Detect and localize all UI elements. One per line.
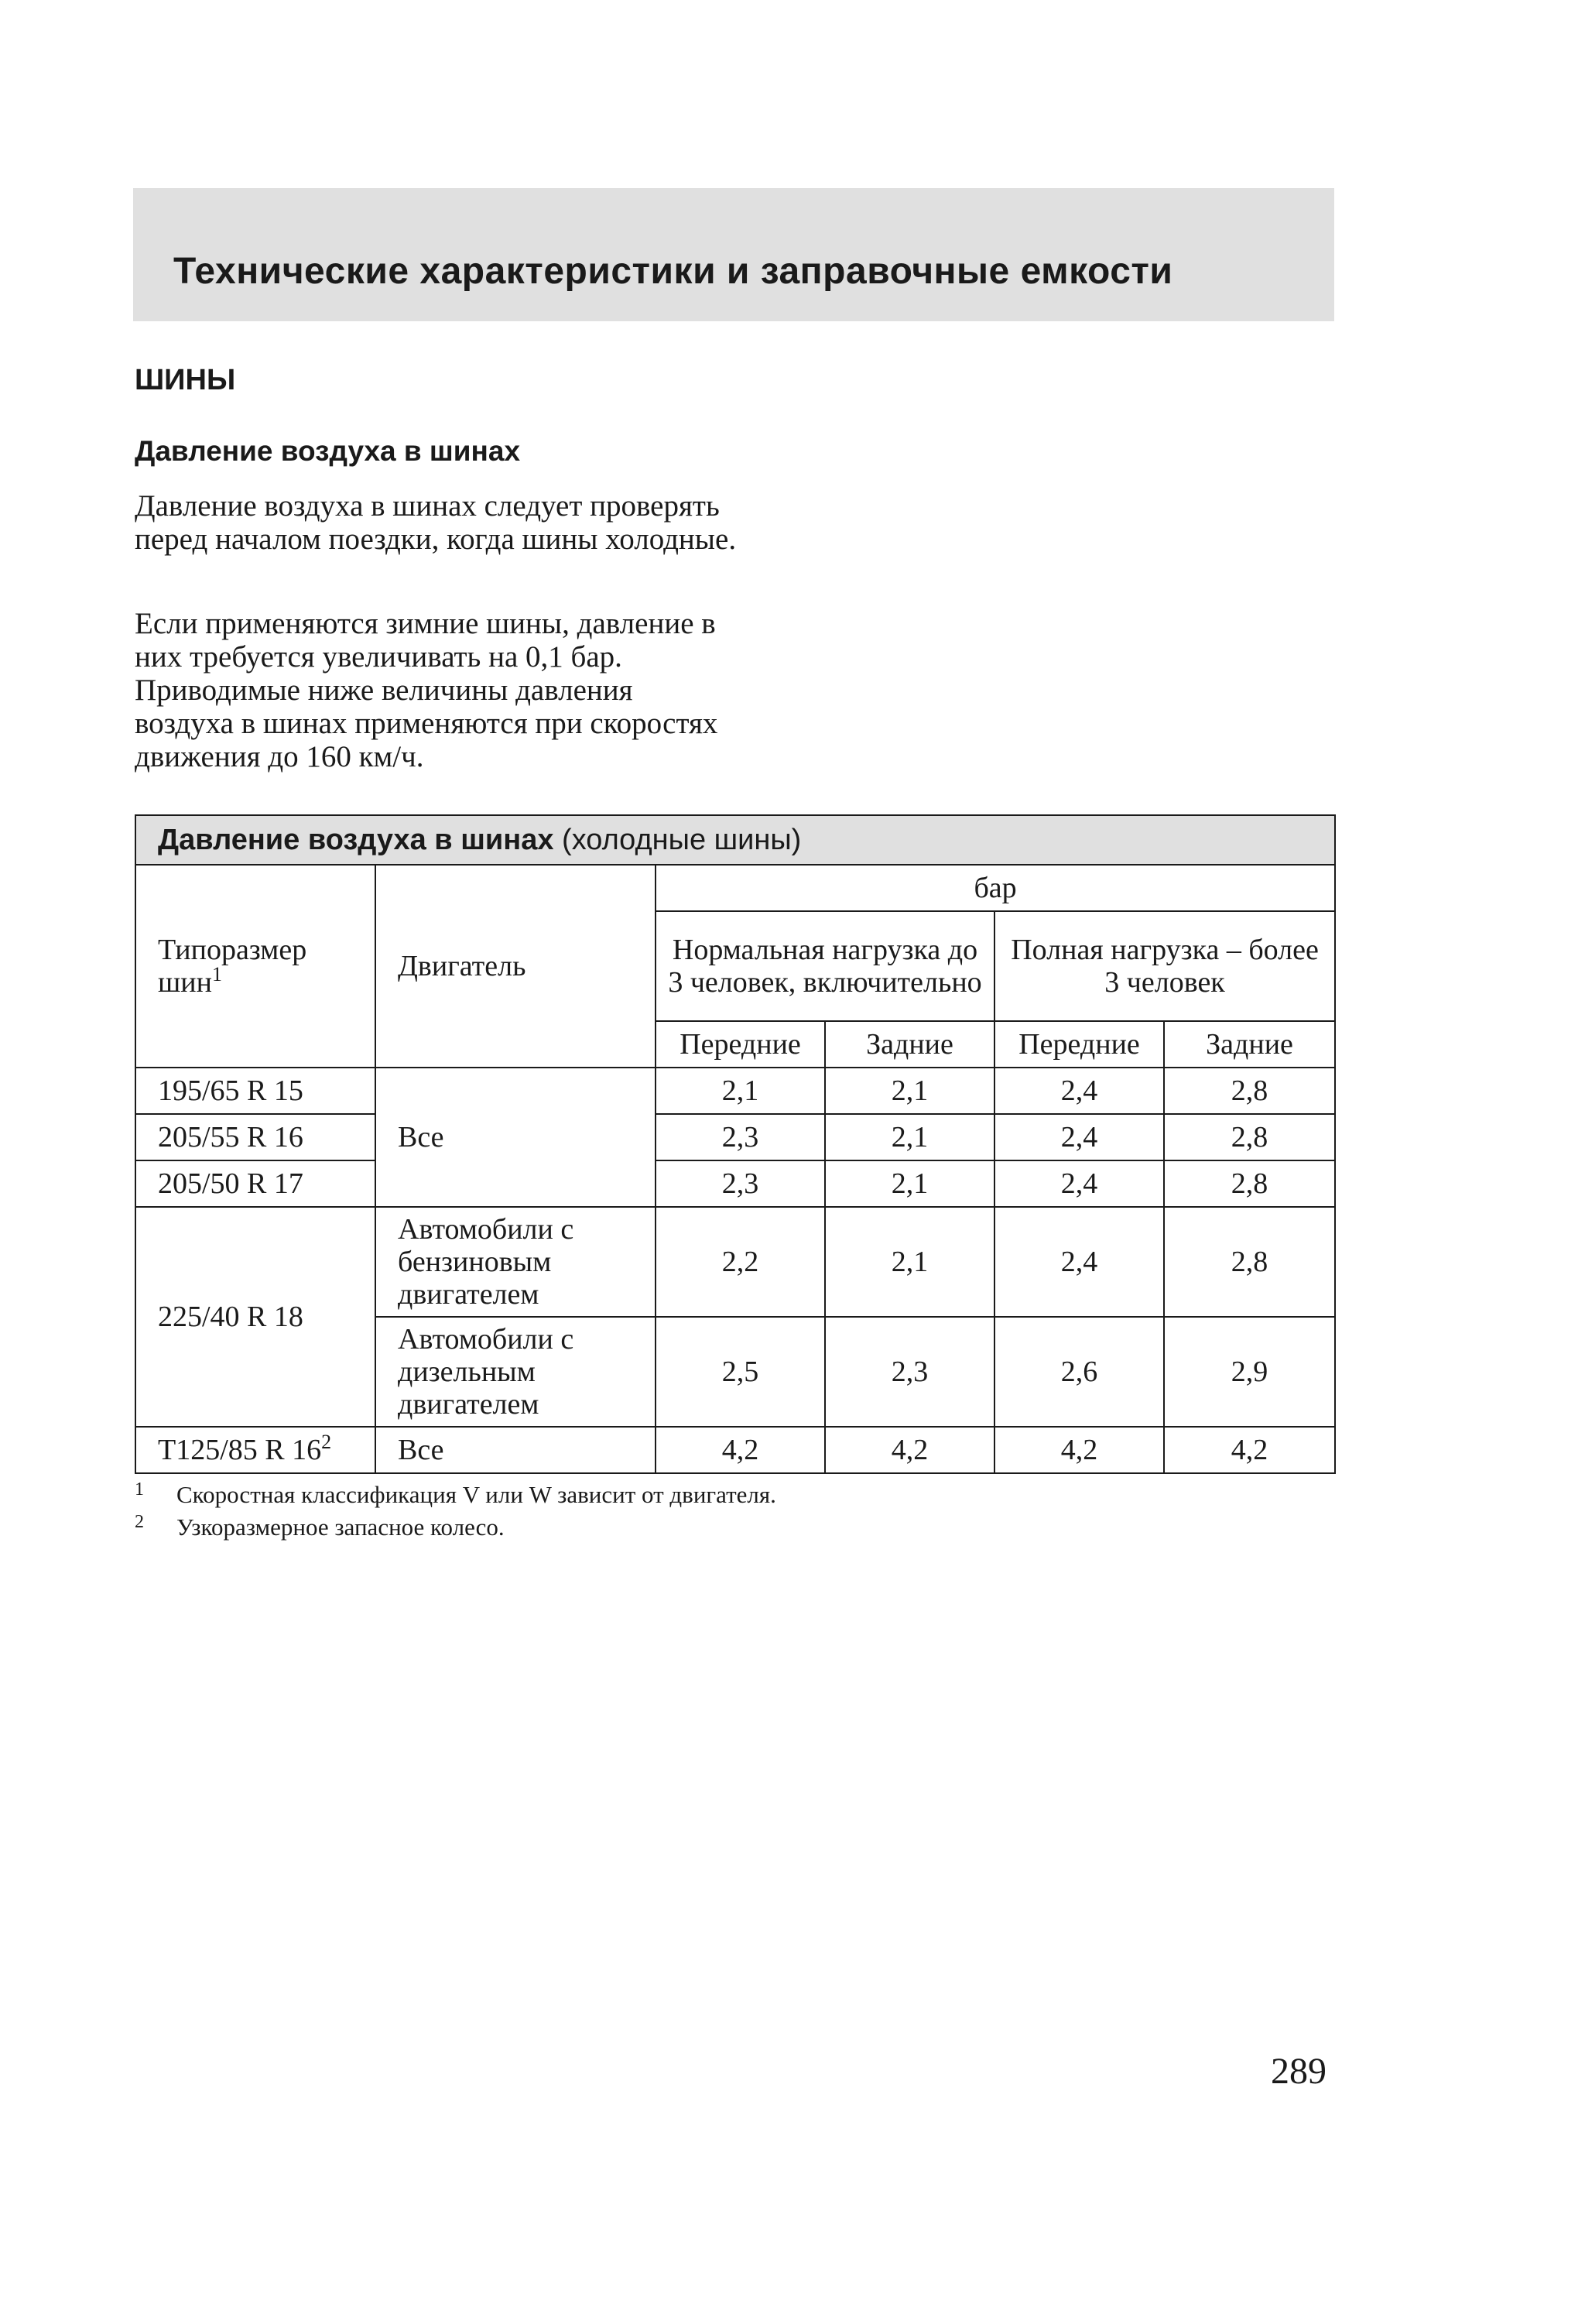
footnote-mark: 1 bbox=[135, 1479, 144, 1500]
cell-value: 2,8 bbox=[1164, 1068, 1335, 1114]
table-header-row bbox=[135, 865, 1335, 911]
footnote-text: Скоростная классификация V или W зависит от двигателя. bbox=[176, 1481, 776, 1508]
table-row bbox=[135, 1160, 1335, 1207]
tire-pressure-table bbox=[135, 814, 1336, 1474]
table-row bbox=[135, 1427, 1335, 1473]
cell-value: 2,3 bbox=[656, 1160, 825, 1207]
table-row bbox=[135, 1207, 1335, 1317]
header-unit: бар bbox=[656, 865, 1335, 911]
cell-value: 2,2 bbox=[656, 1207, 825, 1317]
cell-tire: 205/55 R 16 bbox=[135, 1114, 375, 1160]
cell-engine: Все bbox=[375, 1068, 656, 1207]
header-band bbox=[133, 188, 1334, 321]
cell-engine: Автомобили с дизельным двигателем bbox=[375, 1317, 656, 1427]
paragraph-winter-tires: Если применяются зимние шины, давление в них требуется увеличивать на 0,1 бар. Приводимые ниже величины давления воздуха в шинах применяются при скоростях движения до 160 км/ч. bbox=[135, 607, 718, 773]
cell-tire bbox=[135, 1427, 375, 1473]
header-tire-size-label: Типоразмер шин bbox=[158, 934, 307, 999]
cell-value: 2,4 bbox=[994, 1160, 1164, 1207]
cell-value: 2,1 bbox=[825, 1207, 994, 1317]
paragraph-check-pressure: Давление воздуха в шинах следует проверять перед началом поездки, когда шины холодные. bbox=[135, 489, 737, 556]
header-engine: Двигатель bbox=[375, 865, 656, 1068]
table-caption-normal: (холодные шины) bbox=[553, 824, 802, 856]
cell-value: 2,1 bbox=[825, 1114, 994, 1160]
cell-value: 2,6 bbox=[994, 1317, 1164, 1427]
footnote bbox=[135, 1476, 776, 1509]
cell-value: 2,1 bbox=[825, 1068, 994, 1114]
cell-value: 2,3 bbox=[825, 1317, 994, 1427]
header-rear: Задние bbox=[1164, 1021, 1335, 1068]
cell-tire-label: T125/85 R 16 bbox=[158, 1434, 322, 1466]
footnote-ref: 1 bbox=[211, 963, 222, 985]
cell-tire: 225/40 R 18 bbox=[135, 1207, 375, 1427]
cell-value: 2,8 bbox=[1164, 1207, 1335, 1317]
section-title: ШИНЫ bbox=[135, 364, 236, 396]
cell-value: 2,4 bbox=[994, 1068, 1164, 1114]
cell-value: 4,2 bbox=[825, 1427, 994, 1473]
footnote bbox=[135, 1508, 505, 1541]
table-caption-bold: Давление воздуха в шинах bbox=[158, 824, 554, 856]
header-full-load: Полная нагрузка – более 3 человек bbox=[994, 911, 1335, 1021]
cell-value: 2,8 bbox=[1164, 1114, 1335, 1160]
cell-value: 2,4 bbox=[994, 1207, 1164, 1317]
cell-value: 2,5 bbox=[656, 1317, 825, 1427]
header-tire-size bbox=[135, 865, 375, 1068]
cell-engine: Все bbox=[375, 1427, 656, 1473]
table-caption-row bbox=[135, 815, 1335, 865]
cell-value: 4,2 bbox=[1164, 1427, 1335, 1473]
cell-engine: Автомобили с бензиновым двигателем bbox=[375, 1207, 656, 1317]
page-title: Технические характеристики и заправочные емкости bbox=[173, 251, 1173, 292]
subsection-title: Давление воздуха в шинах bbox=[135, 435, 521, 467]
cell-value: 2,3 bbox=[656, 1114, 825, 1160]
cell-value: 2,9 bbox=[1164, 1317, 1335, 1427]
cell-value: 2,1 bbox=[825, 1160, 994, 1207]
header-front: Передние bbox=[656, 1021, 825, 1068]
table-row bbox=[135, 1114, 1335, 1160]
header-rear: Задние bbox=[825, 1021, 994, 1068]
footnote-mark: 2 bbox=[135, 1512, 144, 1532]
footnote-ref: 2 bbox=[321, 1431, 332, 1453]
cell-value: 2,1 bbox=[656, 1068, 825, 1114]
cell-value: 4,2 bbox=[994, 1427, 1164, 1473]
cell-tire: 205/50 R 17 bbox=[135, 1160, 375, 1207]
header-front: Передние bbox=[994, 1021, 1164, 1068]
table-row bbox=[135, 1068, 1335, 1114]
header-normal-load: Нормальная нагрузка до 3 человек, включительно bbox=[656, 911, 994, 1021]
cell-value: 2,8 bbox=[1164, 1160, 1335, 1207]
page-number: 289 bbox=[1271, 2051, 1327, 2092]
cell-tire: 195/65 R 15 bbox=[135, 1068, 375, 1114]
footnote-text: Узкоразмерное запасное колесо. bbox=[176, 1513, 505, 1541]
table-caption bbox=[135, 815, 1335, 865]
cell-value: 4,2 bbox=[656, 1427, 825, 1473]
cell-value: 2,4 bbox=[994, 1114, 1164, 1160]
